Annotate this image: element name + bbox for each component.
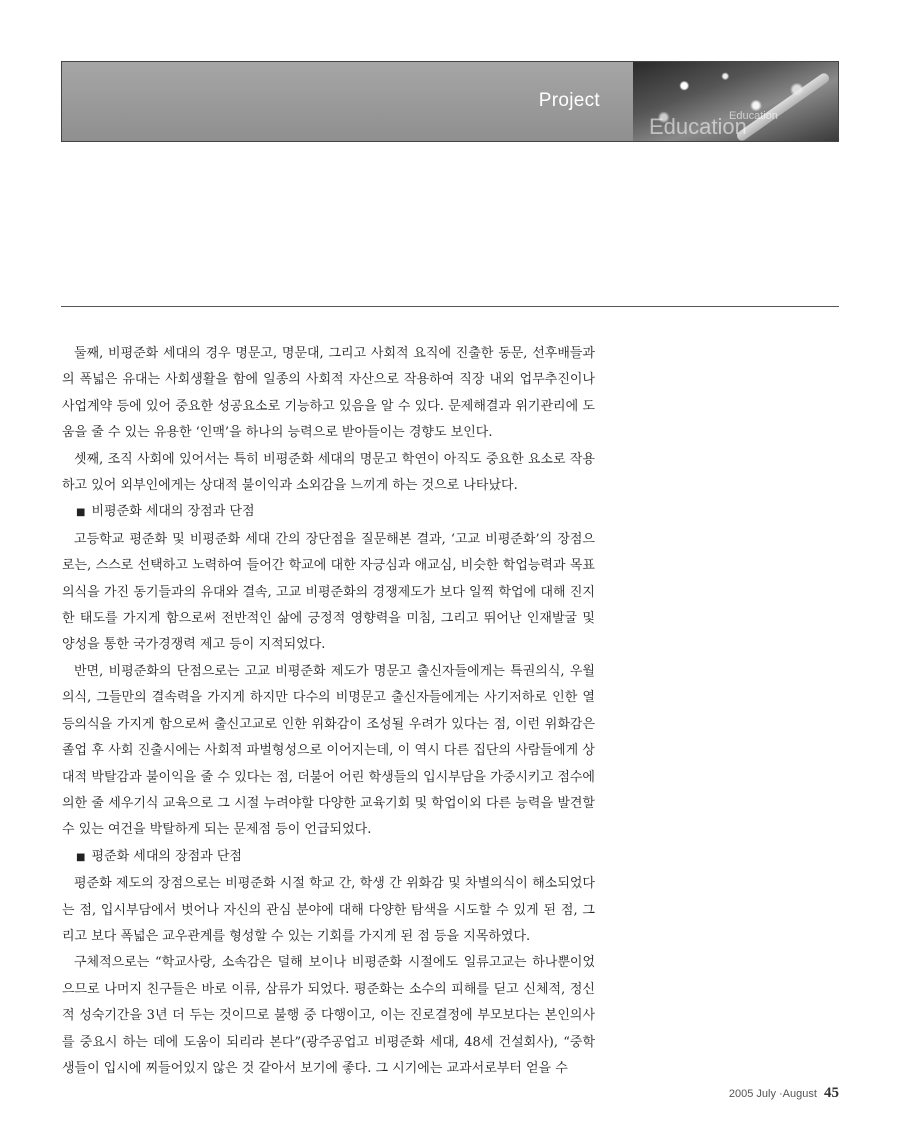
page-header-banner: [61, 61, 839, 142]
article-body: [62, 341, 595, 1082]
paragraph: 구체적으로는 “학교사랑, 소속감은 덜해 보이나 비평준화 시절에도 일류고교는 하나뿐이었으므로 나머지 친구들은 바로 이류, 삼류가 되었다. 평준화는 소수의 피해를 딛고 신체적, 정신적 성숙기간을 3년 더 두는 것이므로 불행 중 다행이고, 이는 진로결정에 부모보다는 본인의사를 중요시 하는 데에 도움이 되리라 본다”(광주공업고 비평준화 세대, 48세 건설회사), “중학생들이 입시에 찌들어있지 않은 것 같아서 보기에 좋다. 그 시기에는 교과서로부터 얻을 수: [62, 955, 595, 1076]
page-footer: [729, 1085, 839, 1102]
paragraph: 셋째, 조직 사회에 있어서는 특히 비평준화 세대의 명문고 학연이 아직도 중요한 요소로 작용하고 있어 외부인에게는 상대적 불이익과 소외감을 느끼게 하는 것으로 나타났다.: [62, 451, 595, 494]
header-photo: [633, 62, 838, 141]
subheading: [62, 499, 595, 526]
issue-date: 2005 July ·August: [728, 1088, 817, 1100]
paragraph: 반면, 비평준화의 단점으로는 고교 비평준화 제도가 명문고 출신자들에게는 특권의식, 우월의식, 그들만의 결속력을 가지게 하지만 다수의 비명문고 출신자들에게는 사기저하로 인한 열등의식을 가지게 함으로써 출신고교로 인한 위화감이 조성될 우려가 있다는 점, 이런 위화감은 졸업 후 사회 진출시에는 사회적 파벌형성으로 이어지는데, 이 역시 다른 집단의 사람들에게 상대적 박탈감과 불이익을 줄 수 있다는 점, 더불어 어린 학생들의 입시부담을 가중시키고 점수에 의한 줄 세우기식 교육으로 그 시절 누려야할 다양한 교육기회 및 학업이외 다른 능력을 발견할 수 있는 여건을 박탈하게 되는 문제점 등이 언급되었다.: [62, 663, 595, 838]
paragraph: 평준화 제도의 장점으로는 비평준화 시절 학교 간, 학생 간 위화감 및 차별의식이 해소되었다는 점, 입시부담에서 벗어나 자신의 관심 분야에 대해 다양한 탐색을 시도할 수 있게 된 점, 그리고 보다 폭넓은 교우관계를 형성할 수 있는 기회를 가지게 된 점 등을 지목하였다.: [62, 876, 595, 944]
photo-caption: Education: [649, 114, 747, 139]
section-title: Project: [538, 90, 600, 111]
photo-decoration: [735, 71, 831, 142]
paragraph: 둘째, 비평준화 세대의 경우 명문고, 명문대, 그리고 사회적 요직에 진출한 동문, 선후배들과의 폭넓은 유대는 사회생활을 함에 일종의 사회적 자산으로 작용하여 직장 내외 업무추진이나 사업계약 등에 있어 중요한 성공요소로 기능하고 있음을 알 수 있다. 문제해결과 위기관리에 도움을 줄 수 있는 유용한 ‘인맥’을 하나의 능력으로 받아들이는 경향도 보인다.: [62, 346, 595, 441]
subheading: [62, 844, 595, 871]
page-number: 45: [824, 1085, 839, 1101]
square-bullet-icon: ■: [76, 507, 86, 519]
subheading-text: 평준화 세대의 장점과 단점: [91, 848, 242, 864]
square-bullet-icon: ■: [76, 851, 86, 863]
horizontal-divider: [61, 306, 839, 307]
subheading-text: 비평준화 세대의 장점과 단점: [91, 504, 255, 520]
paragraph: 고등학교 평준화 및 비평준화 세대 간의 장단점을 질문해본 결과, ‘고교 비평준화’의 장점으로는, 스스로 선택하고 노력하여 들어간 학교에 대한 자긍심과 애교심, 비슷한 학업능력과 목표의식을 가진 동기들과의 유대와 결속, 고교 비평준화의 경쟁제도가 보다 일찍 학업에 대해 진지한 태도를 가지게 함으로써 전반적인 삶에 긍정적 영향력을 미침, 그리고 뛰어난 인재발굴 및 양성을 통한 국가경쟁력 제고 등이 지적되었다.: [62, 531, 595, 653]
photo-caption-small: Education: [729, 110, 778, 122]
